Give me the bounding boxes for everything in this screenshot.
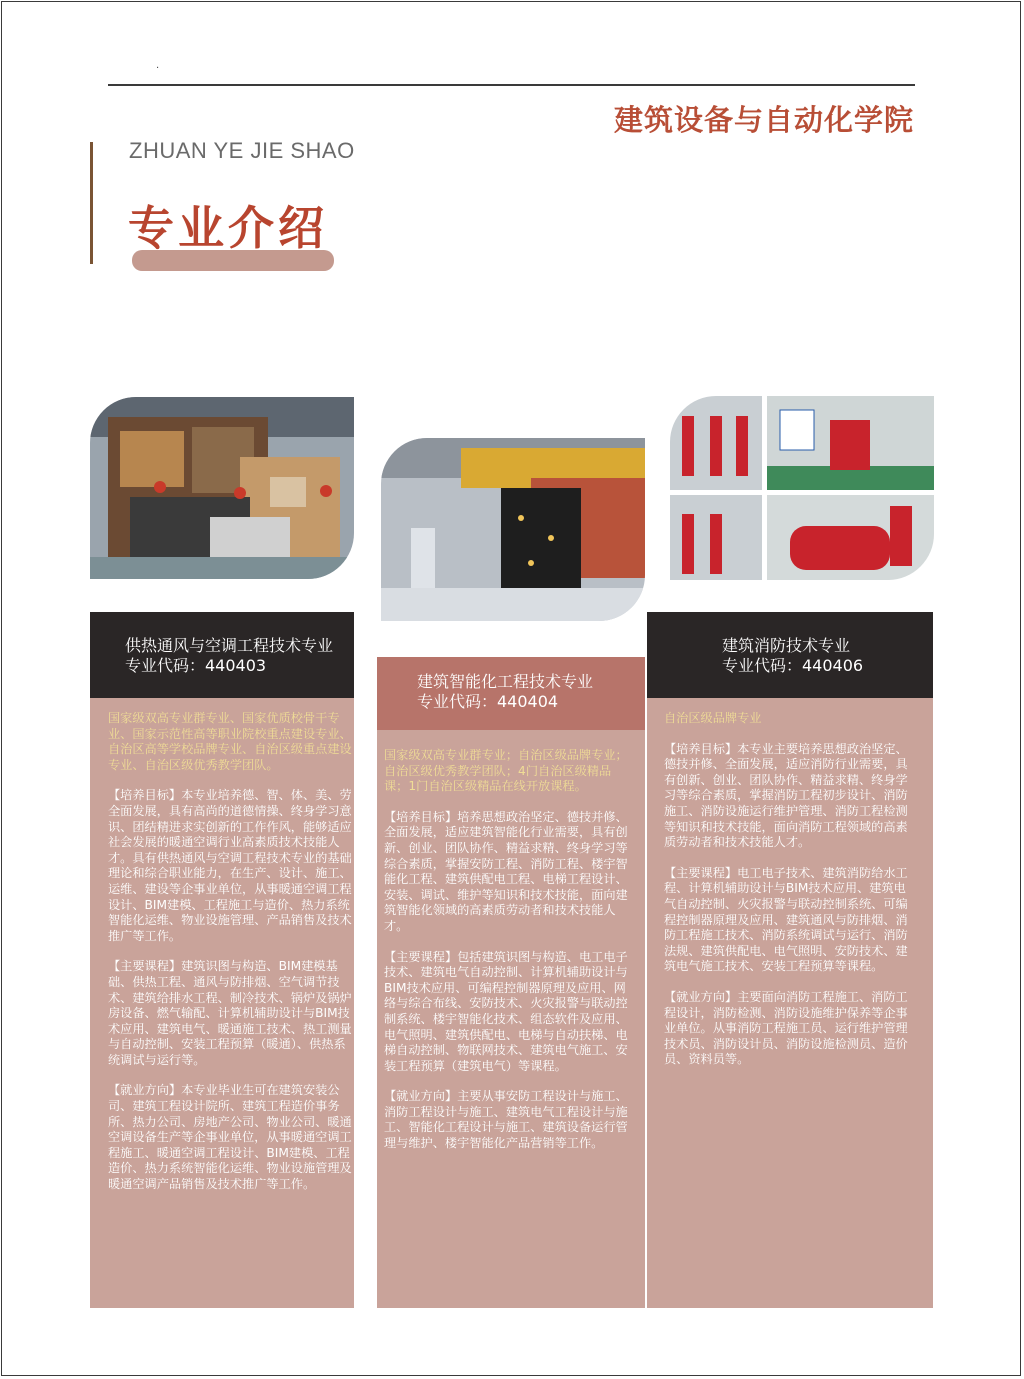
major-2-header <box>377 657 645 730</box>
major-2-courses: 【主要课程】包括建筑识图与构造、电工电子技术、建筑电气自动控制、计算机辅助设计与BIM技术应用、可编程控制器原理及应用、网络与综合布线、安防技术、火灾报警与联动控制系统、楼宇智能化技术、组态软件及应用、电气照明、建筑供配电、电梯与自动扶梯、电梯自动控制、物联网技术、建筑电气施工、安装工程预算（建筑电气）等课程。 <box>384 949 628 1073</box>
major-3-code: 专业代码：440406 <box>722 656 864 675</box>
major-1-code: 专业代码：440403 <box>125 656 267 675</box>
major-3-name: 建筑消防技术专业 <box>722 636 851 655</box>
intelligent-building-lab-photo <box>381 438 645 621</box>
major-3-goal: 【培养目标】本专业主要培养思想政治坚定、德技并修、全面发展，适应消防行业需要，具有创新、创业、团队协作、精益求精、终身学习等综合素质，掌握消防工程初步设计、消防施工、消防设施运行维护管理、消防工程检测等知识和技术技能，面向消防工程领域的高素质劳动者和技术技能人才。 <box>664 741 908 850</box>
major-1-header <box>90 612 354 698</box>
major-1-name: 供热通风与空调工程技术专业 <box>125 636 334 655</box>
major-3-header <box>647 612 933 698</box>
major-2-name: 建筑智能化工程技术专业 <box>417 672 594 691</box>
major-1-honors: 国家级双高专业群专业、国家优质校骨干专业、国家示范性高等职业院校重点建设专业、自治区高等学校品牌专业、自治区级重点建设专业、自治区级优秀教学团队。 <box>108 711 352 772</box>
major-1-careers: 【就业方向】本专业毕业生可在建筑安装公司、建筑工程设计院所、建筑工程造价事务所、热力公司、房地产公司、物业公司、暖通空调设备生产等企事业单位，从事暖通空调工程施工、暖通空调工程设计、BIM建模、工程造价、热力系统智能化运维、物业设施管理及暖通空调产品销售及技术推广等工作。 <box>108 1083 352 1192</box>
major-1-courses: 【主要课程】建筑识图与构造、BIM建模基础、供热工程、通风与防排烟、空气调节技术、建筑给排水工程、制冷技术、锅炉及锅炉房设备、燃气输配、计算机辅助设计与BIM技术应用、建筑电气、暖通施工技术、热工测量与自动控制、安装工程预算（暖通）、供热系统调试与运行等。 <box>108 959 352 1067</box>
college-name: 建筑设备与自动化学院 <box>613 103 914 137</box>
major-1-description <box>108 711 356 1208</box>
major-3-description <box>664 711 910 1083</box>
major-3-courses: 【主要课程】电工电子技术、建筑消防给水工程、计算机辅助设计与BIM技术应用、建筑电气自动控制、火灾报警与联动控制系统、可编程控制器原理及应用、建筑通风与防排烟、消防工程施工技术、消防系统调试与运行、消防法规、建筑供配电、电气照明、安防技术、建筑电气施工技术、安装工程预算等课程。 <box>664 865 908 974</box>
stray-dot: . <box>156 60 160 71</box>
title-accent-bar <box>90 142 93 264</box>
major-3-honors: 自治区级品牌专业 <box>664 711 762 725</box>
major-3-careers: 【就业方向】主要面向消防工程施工、消防工程设计，消防检测、消防设施维护保养等企事业单位。从事消防工程施工员、运行维护管理技术员、消防设计员、消防设施检测员、造价员、资料员等。 <box>664 989 908 1067</box>
major-2-goal: 【培养目标】培养思想政治坚定、德技并修、全面发展，适应建筑智能化行业需要，具有创新、创业、团队协作、精益求精、终身学习等综合素质，掌握安防工程、消防工程、楼宇智能化工程、建筑供配电工程、电梯工程设计、安装、调试、维护等知识和技术技能，面向建筑智能化领域的高素质劳动者和技术技能人才。 <box>384 809 628 933</box>
major-2-honors: 国家级双高专业群专业；自治区级品牌专业；自治区级优秀教学团队；4门自治区级精品课；1门自治区级精品在线开放课程。 <box>384 748 628 794</box>
major-2-code: 专业代码：440404 <box>417 692 559 711</box>
section-pinyin: ZHUAN YE JIE SHAO <box>129 138 355 163</box>
major-2-careers: 【就业方向】主要从事安防工程设计与施工、消防工程设计与施工、建筑电气工程设计与施工、智能化工程设计与施工、建筑设备运行管理与维护、楼宇智能化产品营销等工作。 <box>384 1089 628 1151</box>
fire-protection-lab-photo <box>670 396 934 580</box>
major-2-description <box>384 748 634 1167</box>
hvac-lab-photo <box>90 397 354 579</box>
top-rule <box>108 84 915 86</box>
major-1-goal: 【培养目标】本专业培养德、智、体、美、劳全面发展，具有高尚的道德情操、终身学习意识、团结精进求实创新的工作作风，能够适应社会发展的暖通空调行业高素质技术技能人才。具有供热通风与空调工程技术专业的基础理论和综合职业能力，在生产、设计、施工、运维、建设等企事业单位，从事暖通空调工程设计、BIM建模、工程施工与造价、热力系统智能化运维、物业设施管理、产品销售及技术推广等工作。 <box>108 788 352 943</box>
section-title: 专业介绍 <box>128 201 328 255</box>
